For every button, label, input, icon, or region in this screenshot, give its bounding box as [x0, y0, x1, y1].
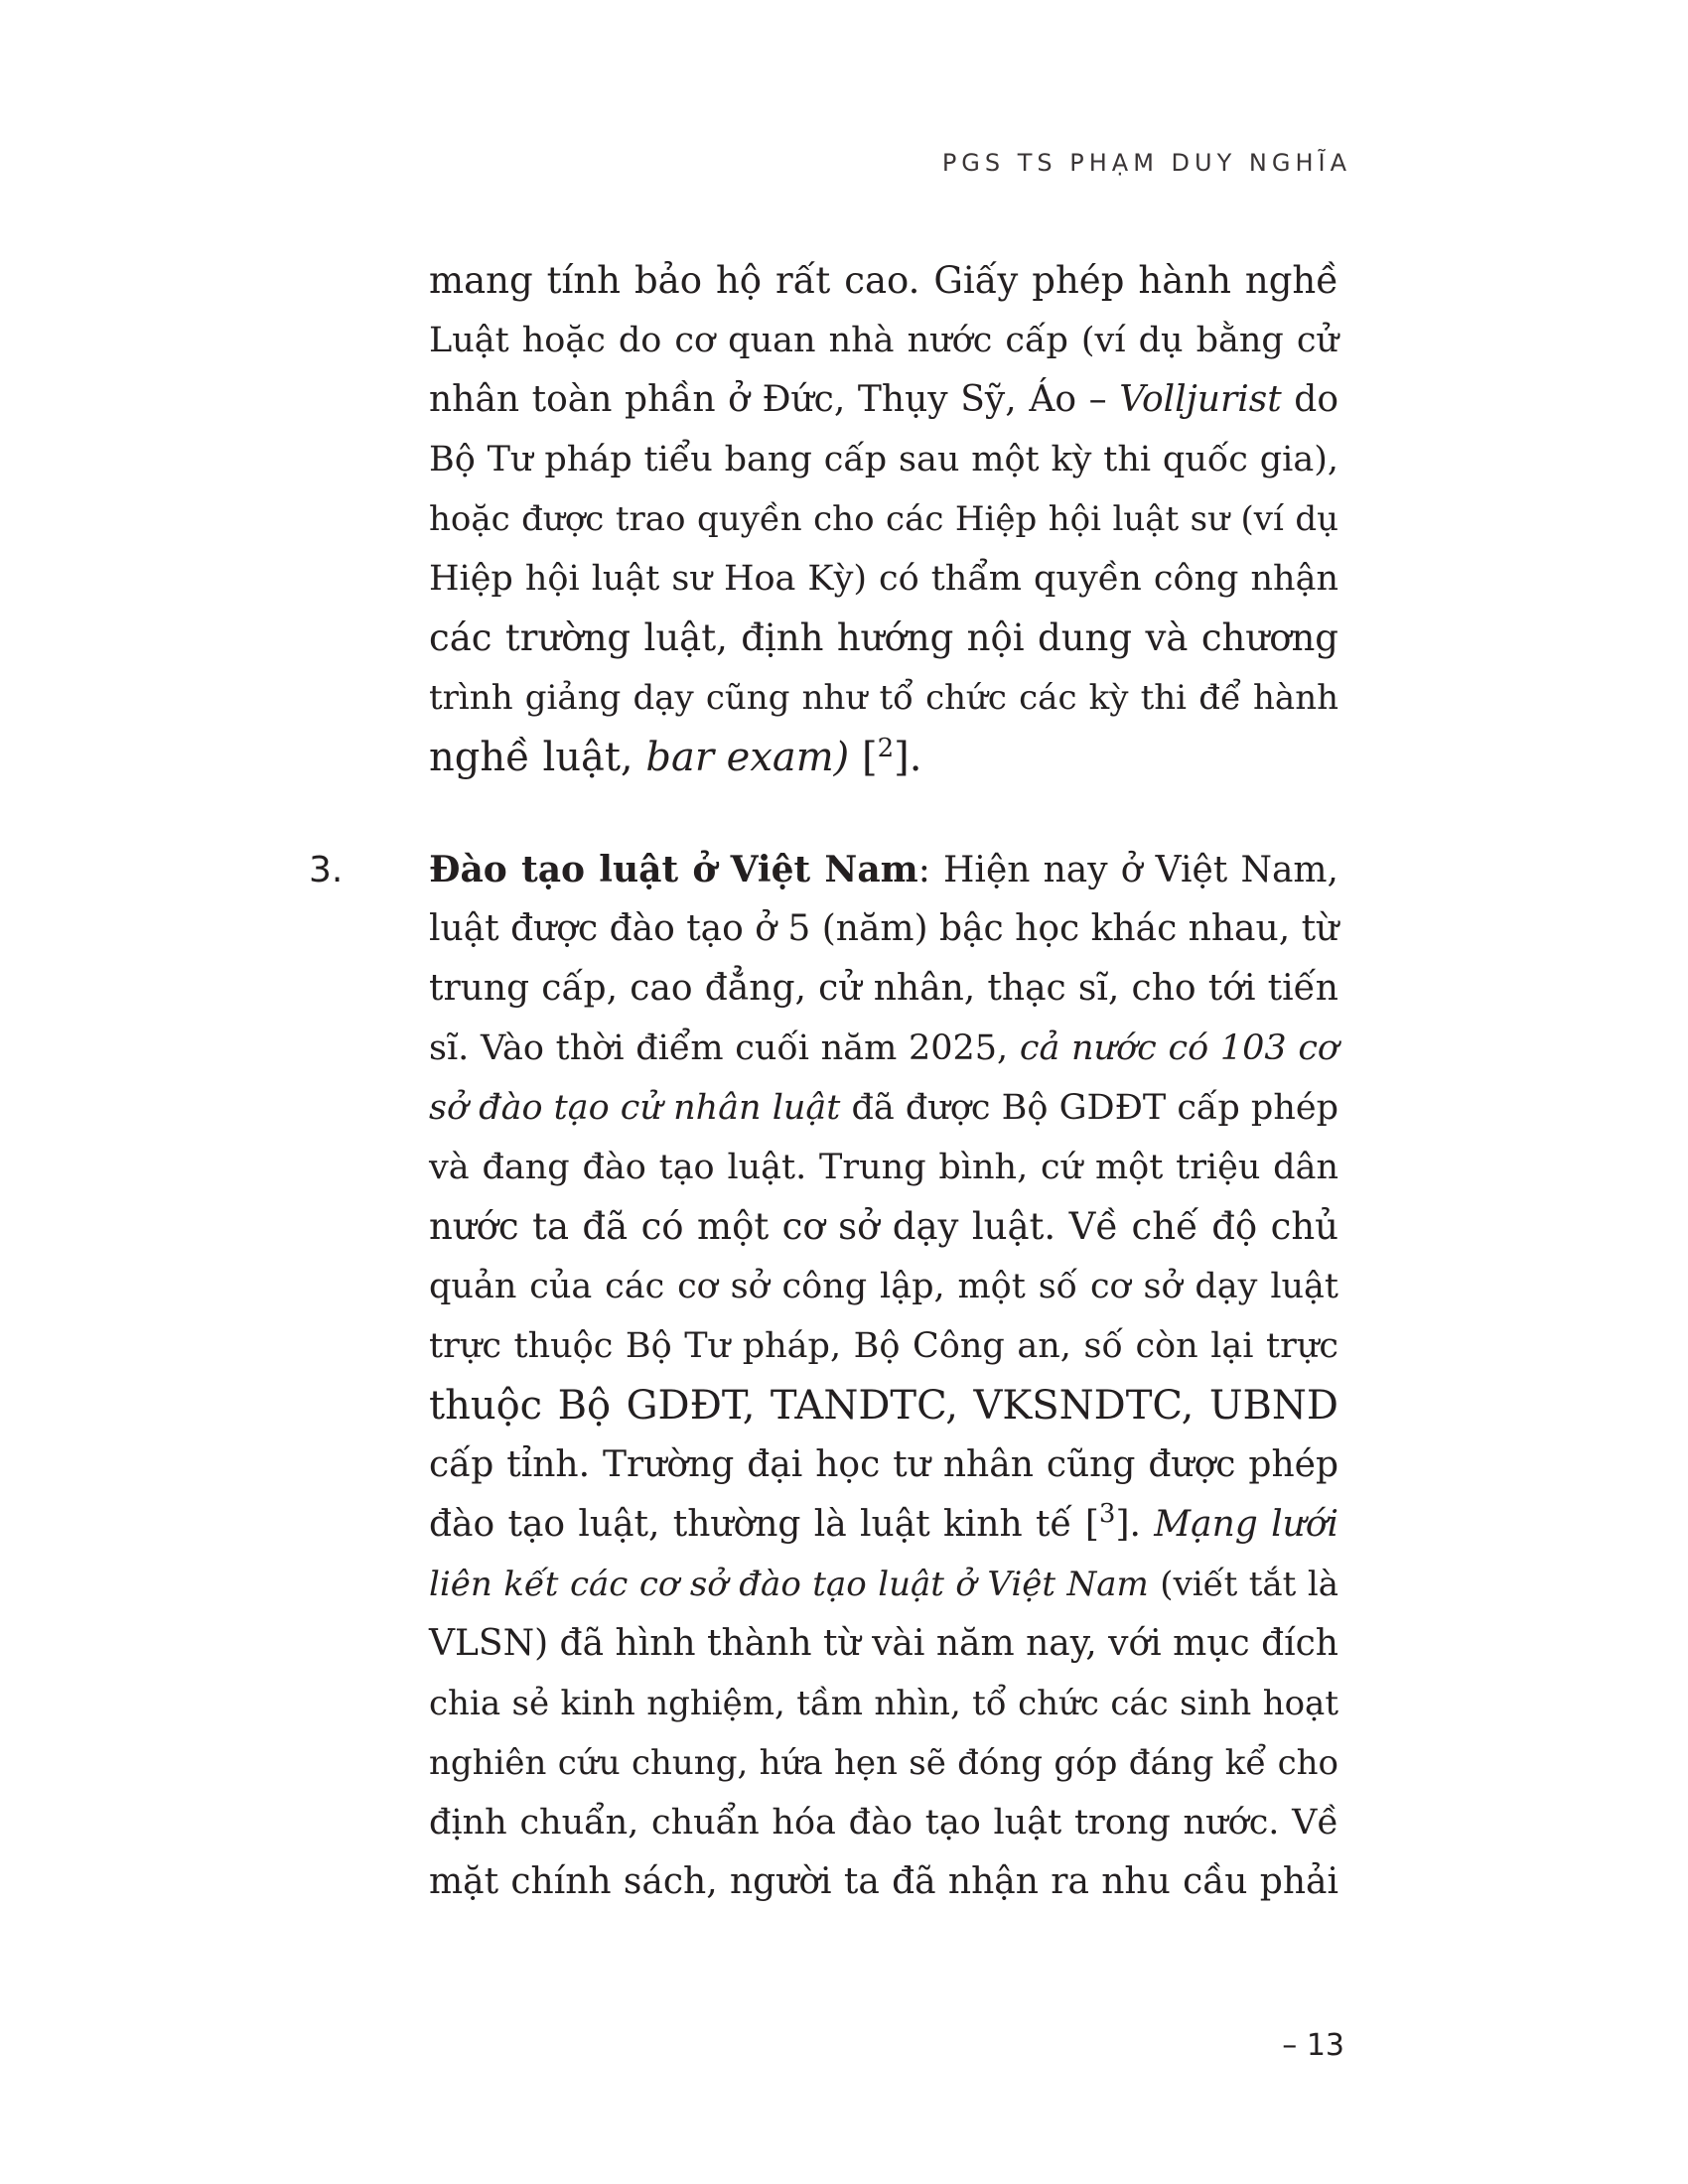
- text-run: nghề luật,: [429, 735, 646, 780]
- italic-phrase: Mạng lưới: [1154, 1504, 1339, 1545]
- footnote-ref-2[interactable]: 2: [877, 734, 895, 763]
- item-3-line-5: [429, 1078, 1338, 1138]
- italic-phrase: sở đào tạo cử nhân luật: [429, 1088, 841, 1128]
- paragraph-1-line-1: mang tính bảo hộ rất cao. Giấy phép hành nghề: [429, 259, 1338, 302]
- text-run: : Hiện nay ở Việt Nam,: [917, 850, 1338, 890]
- text-run: ].: [1115, 1504, 1155, 1545]
- item-3-line-16: nghiên cứu chung, hứa hẹn sẽ đóng góp đáng kể cho: [429, 1743, 1338, 1783]
- item-3-line-14: VLSN) đã hình thành từ vài năm nay, với mục đích: [429, 1623, 1338, 1664]
- italic-term-bar-exam: bar exam): [645, 735, 850, 780]
- item-3-line-15: chia sẻ kinh nghiệm, tầm nhìn, tổ chức các sinh hoạt: [429, 1684, 1338, 1723]
- italic-term-volljurist: Volljurist: [1119, 379, 1282, 420]
- text-run: đã được Bộ GDĐT cấp phép: [840, 1088, 1338, 1128]
- paragraph-1-line-7: các trường luật, định hướng nội dung và chương: [429, 616, 1338, 659]
- text-run: [: [849, 735, 878, 780]
- paragraph-1-line-8: trình giảng dạy cũng như tổ chức các kỳ thi để hành: [429, 678, 1338, 718]
- italic-phrase: liên kết các cơ sở đào tạo luật ở Việt Nam: [429, 1565, 1149, 1604]
- paragraph-1-line-6: Hiệp hội luật sư Hoa Kỳ) có thẩm quyền công nhận: [429, 559, 1338, 599]
- text-run: do: [1281, 379, 1338, 420]
- item-3-line-11: cấp tỉnh. Trường đại học tư nhân cũng được phép: [429, 1444, 1338, 1485]
- text-run: (viết tắt là: [1148, 1565, 1338, 1604]
- paragraph-1-line-3: [429, 370, 1338, 430]
- paragraph-1-line-5: hoặc được trao quyền cho các Hiệp hội luật sư (ví dụ: [429, 499, 1338, 539]
- item-3-line-6: và đang đào tạo luật. Trung bình, cứ một triệu dân: [429, 1148, 1338, 1187]
- list-item-number: 3.: [309, 850, 344, 890]
- item-3-line-9: trực thuộc Bộ Tư pháp, Bộ Công an, số còn lại trực: [429, 1326, 1338, 1366]
- paragraph-1-line-4: Bộ Tư pháp tiểu bang cấp sau một kỳ thi quốc gia),: [429, 440, 1338, 479]
- item-3-line-2: luật được đào tạo ở 5 (năm) bậc học khác nhau, từ: [429, 908, 1339, 949]
- text-run: nhân toàn phần ở Đức, Thụy Sỹ, Áo –: [429, 379, 1120, 420]
- item-3-line-10: thuộc Bộ GDĐT, TANDTC, VKSNDTC, UBND: [429, 1383, 1338, 1429]
- item-3-title: Đào tạo luật ở Việt Nam: [429, 849, 918, 890]
- text-run: sĩ. Vào thời điểm cuối năm 2025,: [429, 1028, 1020, 1068]
- item-3-line-7: nước ta đã có một cơ sở dạy luật. Về chế độ chủ: [429, 1205, 1338, 1248]
- italic-phrase: cả nước có 103 cơ: [1019, 1028, 1338, 1068]
- paragraph-1-line-2: Luật hoặc do cơ quan nhà nước cấp (ví dụ bằng cử: [429, 321, 1338, 360]
- text-run: ].: [894, 735, 922, 780]
- page-number: – 13: [1282, 2028, 1344, 2063]
- item-3-line-13: [429, 1555, 1338, 1614]
- item-3-line-12: [429, 1495, 1338, 1555]
- item-3-line-8: quản của các cơ sở công lập, một số cơ sở dạy luật: [429, 1267, 1338, 1306]
- running-header: PGS TS PHẠM DUY NGHĨA: [941, 149, 1351, 177]
- item-3-line-18: mặt chính sách, người ta đã nhận ra nhu cầu phải: [429, 1861, 1338, 1902]
- item-3-line-17: định chuẩn, chuẩn hóa đào tạo luật trong nước. Về: [429, 1803, 1338, 1843]
- text-run: đào tạo luật, thường là luật kinh tế [: [429, 1504, 1099, 1545]
- item-3-line-4: [429, 1019, 1338, 1078]
- item-3-line-3: trung cấp, cao đẳng, cử nhân, thạc sĩ, cho tới tiến: [429, 968, 1338, 1009]
- paragraph-1-line-9: [429, 728, 1338, 787]
- footnote-ref-3[interactable]: 3: [1098, 1499, 1116, 1529]
- item-3-line-1: [429, 840, 1338, 899]
